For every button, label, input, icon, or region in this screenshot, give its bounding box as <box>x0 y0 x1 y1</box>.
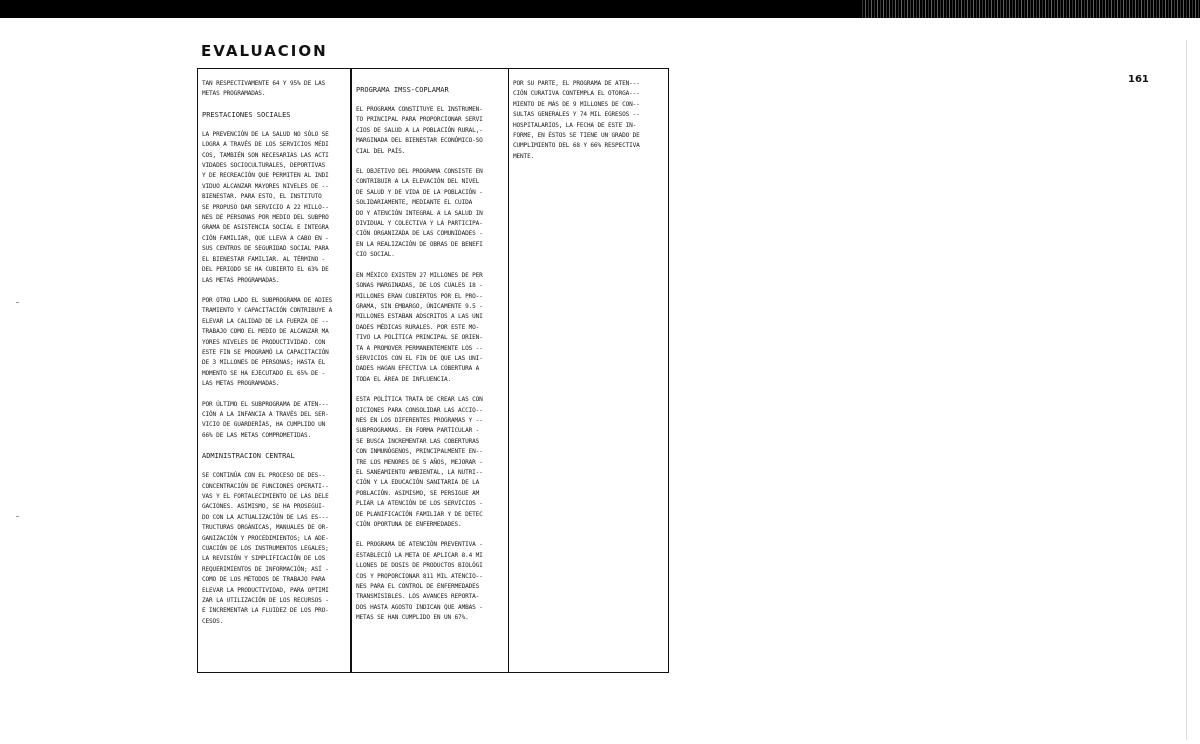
text-table <box>197 68 669 673</box>
section-heading: ADMINISTRACION CENTRAL <box>202 452 295 461</box>
scan-mark <box>16 302 19 303</box>
text-paragraph: EL PROGRAMA CONSTITUYE EL INSTRUMEN- TO PRINCIPAL PARA PROPORCIONAR SERVI CIOS DE SALUD A LA POBLACIÓN RURAL,- MARGINADA DEL BIENESTAR ECONÓMICO-SO CIAL DEL PAÍS. <box>356 106 483 155</box>
text-paragraph: LA PREVENCIÓN DE LA SALUD NO SÓLO SE LOGRA A TRAVÉS DE LOS SERVICIOS MÉDI COS, TAMBIÉN SON NECESARIAS LAS ACTI VIDADES SOCIOCULTURALES, DEPORTIVAS Y DE RECREACIÓN QUE PERMITEN AL INDI VIDUO ALCANZAR MAYORES NIVELES DE -- BIENESTAR. PARA ESTO, EL INSTITUTO SE PROPUSO DAR SERVICIO A 22 MILLO-- NES DE PERSONAS POR MEDIO DEL SUBPRO GRAMA DE ASISTENCIA SOCIAL E INTEGRA CIÓN FAMILIAR, QUE LLEVA A CABO EN - SUS CENTROS DE SEGURIDAD SOCIAL PARA EL BIENESTAR FAMILIAR. AL TÉRMINO - DEL PERIODO SE HA CUBIERTO EL 63% DE LAS METAS PROGRAMADAS. <box>202 130 329 284</box>
text-paragraph: ESTA POLÍTICA TRATA DE CREAR LAS CON DICIONES PARA CONSOLIDAR LAS ACCIO-- NES EN LOS DIFERENTES PROGRAMAS Y -- SUBPROGRAMAS. EN FORMA PARTICULAR - SE BUSCA INCREMENTAR LAS COBERTURAS CON INMUNÓGENOS, PRINCIPALMENTE EN-- TRE LOS MENORES DE 5 AÑOS, MEJORAR - EL SANEAMIENTO AMBIENTAL, LA NUTRI-- CIÓN Y LA EDUCACIÓN SANITARIA DE LA POBLACIÓN. ASIMISMO, SE PERSIGUE AM PLIAR LA ATENCIÓN DE LOS SERVICIOS - DE PLANIFICACIÓN FAMILIAR Y DE DETEC CIÓN OPORTUNA DE ENFERMEDADES. <box>356 396 483 529</box>
column-3 <box>509 69 668 672</box>
text-paragraph: EL OBJETIVO DEL PROGRAMA CONSISTE EN CONTRIBUIR A LA ELEVACIÓN DEL NIVEL DE SALUD Y DE VIDA DE LA POBLACIÓN - SOLIDARIAMENTE, MEDIANTE EL CUIDA DO Y ATENCIÓN INTEGRAL A LA SALUD IN DIVIDUAL Y COLECTIVA Y LA PARTICIPA- CIÓN ORGANIZADA DE LAS COMUNIDADES - EN LA REALIZACIÓN DE OBRAS DE BENEFI CIO SOCIAL. <box>356 168 483 259</box>
text-paragraph: POR ÚLTIMO EL SUBPROGRAMA DE ATEN--- CIÓN A LA INFANCIA A TRAVÉS DEL SER- VICIO DE GUARDERÍAS, HA CUMPLIDO UN 66% DE LAS METAS COMPROMETIDAS. <box>202 400 329 439</box>
section-heading: PROGRAMA IMSS-COPLAMAR <box>356 86 449 94</box>
text-paragraph: EL PROGRAMA DE ATENCIÓN PREVENTIVA - ESTABLECIÓ LA META DE APLICAR 8.4 MI LLONES DE DOSIS DE PRODUCTOS BIOLÓGI COS Y PROPORCIONAR 811 MIL ATENCIO-- NES PARA EL CONTROL DE ENFERMEDADES TRANSMISIBLES. LOS AVANCES REPORTA- DOS HASTA AGOSTO INDICAN QUE AMBAS - METAS SE HAN CUMPLIDO EN UN 67%. <box>356 541 483 622</box>
text-paragraph: POR OTRO LADO EL SUBPROGRAMA DE ADIES TRAMIENTO Y CAPACITACIÓN CONTRIBUYE A ELEVAR LA CALIDAD DE LA FUERZA DE -- TRABAJO COMO EL MEDIO DE ALCANZAR MA YORES NIVELES DE PRODUCTIVIDAD. CON ESTE FIN SE PROGRAMÓ LA CAPACITACIÓN DE 3 MILLONES DE PERSONAS; HASTA EL MOMENTO SE HA EJECUTADO EL 65% DE - LAS METAS PROGRAMADAS. <box>202 296 333 388</box>
text-paragraph: EN MÉXICO EXISTEN 27 MILLONES DE PER SONAS MARGINADAS, DE LOS CUALES 18 - MILLONES ERAN CUBIERTOS POR EL PRO-- GRAMA, SIN EMBARGO, ÚNICAMENTE 9.5 - MILLONES ESTABAN ADSCRITOS A LAS UNI DADES MÉDICAS RURALES. POR ESTE MO- TIVO LA POLÍTICA PRINCIPAL SE ORIEN- TA A PROMOVER PERMANENTEMENTE LOS -- SERVICIOS CON EL FIN DE QUE LAS UNI- DADES HAGAN EFECTIVA LA COBERTURA A TODA EL ÁREA DE INFLUENCIA. <box>356 271 483 383</box>
text-paragraph: POR SU PARTE, EL PROGRAMA DE ATEN--- CIÓN CURATIVA CONTEMPLA EL OTORGA--- MIENTO DE MÁS DE 9 MILLONES DE CON-- SULTAS GENERALES Y 74 MIL EGRESOS -- HOSPITALARIOS, LA FECHA DE ESTE IN- FORME, EN ÉSTOS SE TIENE UN GRADO DE CUMPLIMIENTO DEL 68 Y 66% RESPECTIVA MENTE. <box>513 80 640 160</box>
section-heading: PRESTACIONES SOCIALES <box>202 110 291 119</box>
scan-edge-line <box>1186 40 1187 740</box>
text-paragraph: SE CONTINÚA CON EL PROCESO DE DES-- CONCENTRACIÓN DE FUNCIONES OPERATI-- VAS Y EL FORTALECIMIENTO DE LAS DELE GACIONES. ASIMISMO, SE HA PROSEGUI- DO CON LA ACTUALIZACIÓN DE LAS ES--- TRUCTURAS ORGÁNICAS, MANUALES DE OR- GANIZACIÓN Y PROCEDIMIENTOS; LA ADE- CUACIÓN DE LOS INSTRUMENTOS LEGALES; LA REVISIÓN Y SIMPLIFICACIÓN DE LOS REQUERIMIENTOS DE INFORMACIÓN; ASÍ - COMO DE LOS MÉTODOS DE TRABAJO PARA ELEVAR LA PRODUCTIVIDAD, PARA OPTIMI ZAR LA UTILIZACIÓN DE LOS RECURSOS - E INCREMENTAR LA FLUIDEZ DE LOS PRO- CESOS. <box>202 472 329 625</box>
scan-top-border <box>0 0 1200 18</box>
scan-noise <box>860 0 1200 18</box>
page-title: EVALUACION <box>201 42 328 60</box>
column-2 <box>352 69 509 672</box>
page-number: 161 <box>1128 74 1149 85</box>
text-paragraph: TAN RESPECTIVAMENTE 64 Y 95% DE LAS METAS PROGRAMADAS. <box>202 80 326 98</box>
scan-mark <box>16 516 19 517</box>
column-1 <box>198 69 352 672</box>
